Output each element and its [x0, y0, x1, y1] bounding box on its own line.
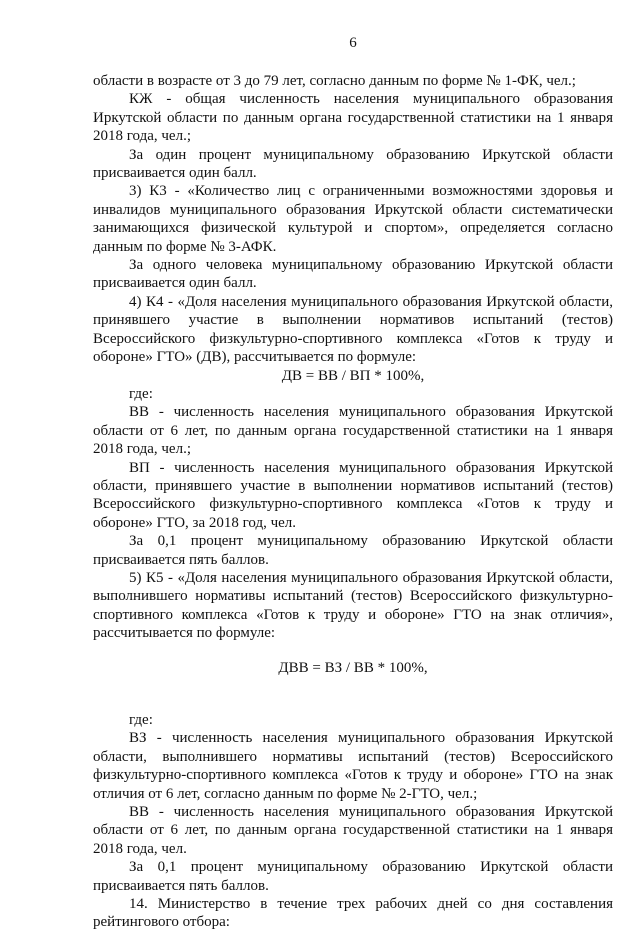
paragraph-scoring-k5: За 0,1 процент муниципальному образованию Иркутской области присваивается пять баллов. [93, 859, 613, 894]
paragraph-vv-definition-1: ВВ - численность населения муниципального образования Иркутской области от 6 лет, по данным органа государственной статистики на 1 января 2018 года, чел.; [93, 404, 613, 458]
where-label-2: где: [129, 712, 153, 728]
paragraph-vp-definition: ВП - численность населения муниципального образования Иркутской области, принявшего участие в выполнении нормативов испытаний (тестов) Всероссийского физкультурно-спортивного комплекса «Готов к труду и обороне» ГТО, за 2018 год, чел. [93, 459, 613, 531]
formula-dvv: ДВВ = ВЗ / ВВ * 100%, [278, 659, 428, 676]
spacer [93, 693, 613, 711]
paragraph-continuation: области в возрасте от 3 до 79 лет, согласно данным по форме № 1-ФК, чел.; [93, 73, 576, 89]
paragraph-scoring-k2: За один процент муниципальному образованию Иркутской области присваивается один балл. [93, 146, 613, 182]
paragraph-scoring-k4: За 0,1 процент муниципальному образованию Иркутской области присваивается пять баллов. [93, 533, 613, 568]
paragraph-vz-definition: ВЗ - численность населения муниципального образования Иркутской области, выполнившего нормативы испытаний (тестов) Всероссийского физкультурно-спортивного комплекса «Готов к труду и обороне» ГТО на знак отличия от 6 лет, согласно данным по форме № 2-ГТО, чел.; [93, 730, 613, 802]
paragraph-scoring-k3: За одного человека муниципальному образованию Иркутской области присваивается один балл. [93, 257, 613, 292]
document-page [93, 34, 613, 932]
page-number: 6 [349, 35, 357, 51]
formula-dv: ДВ = ВВ / ВП * 100%, [281, 367, 425, 384]
paragraph-item-14: 14. Министерство в течение трех рабочих дней со дня составления рейтингового отбора: [93, 896, 613, 931]
paragraph-k4: 4) К4 - «Доля населения муниципального образования Иркутской области, принявшего участие в выполнении нормативов испытаний (тестов) Всероссийского физкультурно-спортивного комплекса «Готов к труду и обороне» ГТО» (ДВ), рассчитывается по формуле: [93, 293, 613, 366]
paragraph-vv-definition-2: ВВ - численность населения муниципального образования Иркутской области от 6 лет, по данным органа государственной статистики на 1 января 2018 года, чел. [93, 804, 613, 857]
where-label-1: где: [129, 385, 153, 402]
paragraph-kzh-definition: КЖ - общая численность населения муниципального образования Иркутской области по данным органа государственной статистики на 1 января 2018 года, чел.; [93, 91, 613, 145]
paragraph-k3: 3) К3 - «Количество лиц с ограниченными возможностями здоровья и инвалидов муниципального образования Иркутской области систематически занимающихся физической культурой и спортом», определяется согласно данным по форме № 3-АФК. [93, 183, 613, 255]
paragraph-k5: 5) К5 - «Доля населения муниципального образования Иркутской области, выполнившего нормативы испытаний (тестов) Всероссийского физкультурно-спортивного комплекса «Готов к труду и обороне» ГТО на знак отличия», рассчитывается по формуле: [93, 569, 613, 642]
